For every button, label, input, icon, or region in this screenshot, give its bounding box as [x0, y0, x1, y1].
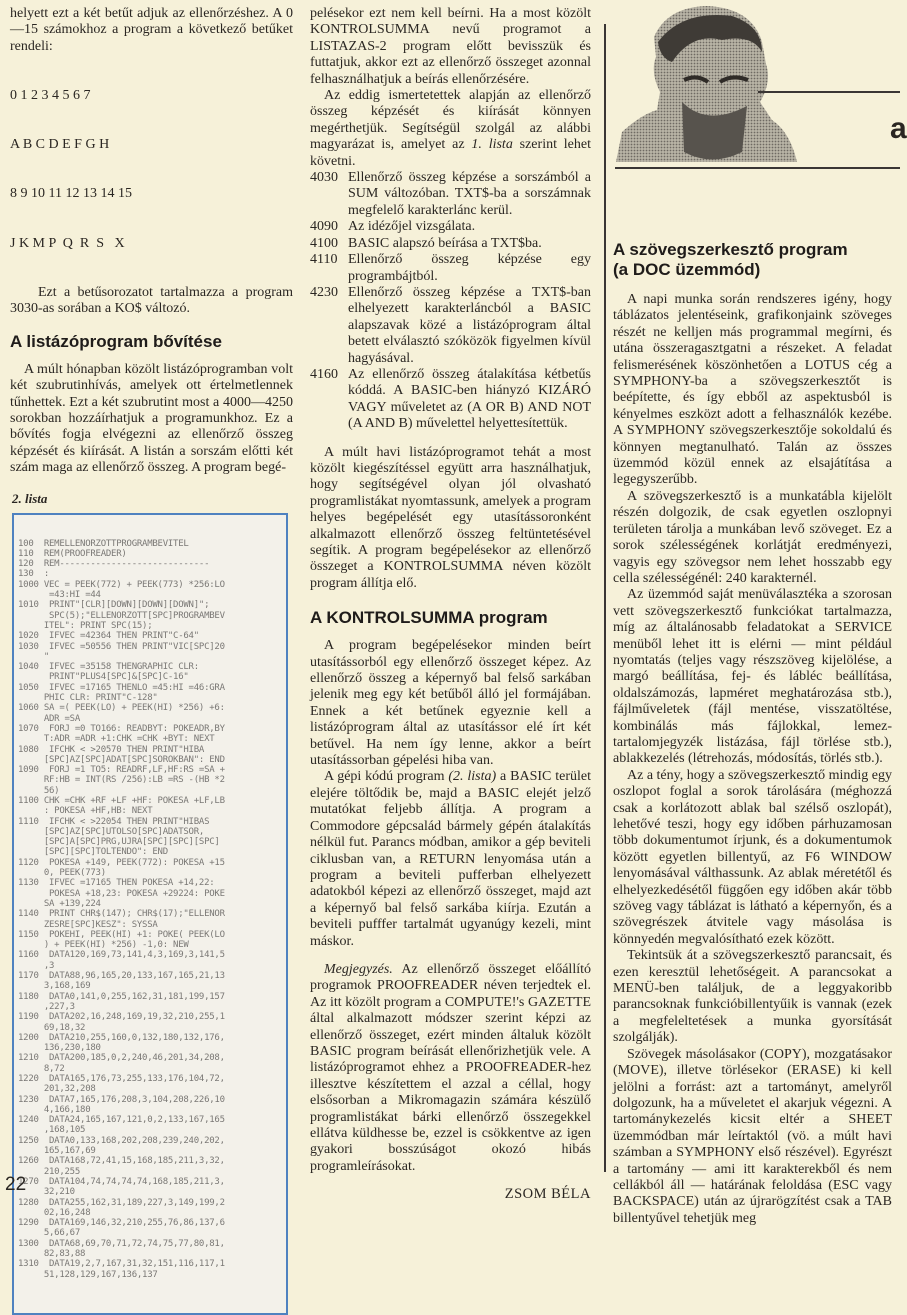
- program-listing: [18, 539, 225, 1280]
- listing-line: ) + PEEK(HI) *256) -1,0: NEW: [18, 940, 189, 951]
- after-codes-paragraph: Ezt a betűsorozatot tartalmazza a program 3030-as sorában a KO$ változó.: [10, 284, 293, 317]
- listing-line: 1210 DATA200,185,0,2,240,46,201,34,208,: [18, 1053, 225, 1064]
- listing-caption: 2. lista: [12, 490, 48, 506]
- listing-line: ZESRE[SPC]KESZ": SYSSA: [18, 919, 158, 930]
- listing-line: 1290 DATA169,146,32,210,255,76,86,137,6: [18, 1218, 225, 1229]
- note-label: Megjegyzés.: [324, 961, 393, 977]
- text: a BASIC terület elejére töltődik be, majd a BASIC elejét jelző mutatókat feljebb állítja. A program a Commodore gépcsalád bármely gépén átalakítás nélkül fut. Parancs módban, amikor a gép beviteli ciklusban van, a RETURN lenyomása után a program a beviteli pufferban elhelyezett adatokból képezi az ellenőrző összeget, majd azt a képernyő bal felső sarkába kiírja. Ezután a beviteli pufffer tartalmát ugyanúgy kezeli, mint máskor.: [310, 769, 591, 949]
- paragraph: Az üzemmód saját menüválasztéka a szorosan vett szövegszerkesztő funkciókat tartalmazza, míg az általánosabb feladatokat a SERVICE menüből lehet itt is elérni — mint például nyomtatás (teljes vagy részszöveg kijelölése, a margó beállítása, fej- és lábléc beállítása, oldalszámozás, lapméret meghatározása stb.), fájlműveletek (fájl mentése, visszatöltése, kombinálás más fájlokkal, lemez-tartalomjegyzék listázása, fájl törlése stb.), ablakkezelés (létrehozás, módosítás, törlés stb.).: [613, 587, 892, 767]
- author-signature: ZSOM BÉLA: [504, 1186, 591, 1203]
- listing-line: 210,255: [18, 1166, 81, 1177]
- listing-line: 1050 IFVEC =17165 THENLO =45:HI =46:GRA: [18, 682, 225, 693]
- next-title-fragment: a: [890, 112, 907, 145]
- listing-line: 1110 IFCHK < >22054 THEN PRINT"HIBAS: [18, 816, 210, 827]
- list-item: [310, 219, 591, 235]
- paragraph: A program begépelésekor minden beírt utasítássorból egy ellenőrző összeget képez. Az ellenőrző összeg a képernyő bal felső sarkában jelenik meg egy két betűből álló jel formájában. Ennek a két betűnek egyeznie kell a listázóprogram által az utasítássor elé írt két betűvel. Ha nem így lenne, akkor a beírt utasítássorban gépelési hiba van.: [310, 638, 591, 769]
- listing-line: T:ADR =ADR +1:CHK =CHK +BYT: NEXT: [18, 734, 215, 745]
- listing-line: 4,166,180: [18, 1104, 91, 1115]
- listing-line: [SPC]AZ[SPC]ADAT[SPC]SOROKBAN": END: [18, 754, 225, 765]
- page-number: 22: [5, 1174, 27, 1195]
- intro-paragraph: helyett ezt a két betűt adjuk az ellenőrzéshez. A 0—15 számokhoz a program a következő betűket rendeli:: [10, 6, 293, 54]
- listing-line: =43:HI =44: [18, 590, 101, 601]
- listing-line: 110 REM(PROOFREADER): [18, 548, 127, 559]
- line-description: Ellenőrző összeg képzése a sorszámból a SUM változóban. TXT$-ba a sorszámnak megfelelő karakterlánc kerül.: [348, 170, 591, 218]
- line-description: BASIC alapszó beírása a TXT$ba.: [348, 235, 542, 251]
- listing-line: PHIC CLR: PRINT"C-128": [18, 693, 158, 704]
- code-row: 8 9 10 11 12 13 14 15: [10, 186, 132, 202]
- listing-line: 1310 DATA19,2,7,167,31,32,151,116,117,1: [18, 1259, 225, 1270]
- emphasis: 1. lista: [471, 137, 513, 153]
- paragraph: [310, 769, 591, 949]
- text: A gépi kódú program: [324, 769, 449, 785]
- text: Az ellenőrző összeget előállító programok PROOFREADER néven terjedtek el. Az itt közölt program a COMPUTE!'s GAZETTE által alkalmazott módszer szerint képzi az ellenőrző összeget, ezért minden általuk közölt BASIC program beírását ellenőrizhetjük vele. A listázóprogramot ehhez a PROOFREADER-hez illesztve készítettem el azzal a céllal, hogy elsősorban a Mikromagazin számára készülő programlistákat bárki ellenőrző összegekkel ellátva küldhesse be, ezzel is csökkentve az igen gyakori bosszúságot okozó hibás programleírásokat.: [310, 961, 591, 1174]
- list-item: [310, 367, 591, 433]
- line-description: Ellenőrző összeg képzése egy programbájtból.: [348, 252, 591, 284]
- listing-line: 1140 PRINT CHR$(147); CHR$(17);"ELLENOR: [18, 909, 225, 920]
- listing-line: 136,230,180: [18, 1043, 101, 1054]
- listing-line: ,168,105: [18, 1125, 86, 1136]
- code-row: A B C D E F G H: [10, 137, 110, 153]
- author-photo: [612, 2, 802, 168]
- listing-line: 8,72: [18, 1063, 65, 1074]
- listing-line: [SPC]AZ[SPC]UTOLSO[SPC]ADATSOR,: [18, 826, 205, 837]
- listing-line: ITEL": PRINT SPC(15);: [18, 620, 153, 631]
- listing-line: 1170 DATA88,96,165,20,133,167,165,21,13: [18, 971, 225, 982]
- column-divider: [604, 24, 606, 1172]
- line-description: Az idézőjel vizsgálata.: [348, 219, 476, 235]
- listing-line: 165,167,69: [18, 1146, 96, 1157]
- listing-line: 1020 IFVEC =42364 THEN PRINT"C-64": [18, 631, 199, 642]
- section-heading-kontrolsumma: A KONTROLSUMMA program: [310, 608, 548, 628]
- listing-line: SA +139,224: [18, 898, 101, 909]
- left-column: [10, 6, 293, 1315]
- heading-line: A szövegszerkesztő program: [613, 240, 848, 259]
- listing-line: 1200 DATA210,255,160,0,132,180,132,176,: [18, 1032, 225, 1043]
- listing-line: 1230 DATA7,165,176,208,3,104,208,226,10: [18, 1094, 225, 1105]
- listing-line: 1080 IFCHK < >20570 THEN PRINT"HIBA: [18, 744, 205, 755]
- listing-line: 1270 DATA104,74,74,74,74,168,185,211,3,: [18, 1176, 225, 1187]
- listing-line: 130 :: [18, 569, 50, 580]
- paragraph: pelésekor ezt nem kell beírni. Ha a most közölt KONTROLSUMMA nevű programot a LISTAZAS-2 program előtt bevisszük és futtatjuk, akkor ezt az ellenőrző összeget azonnal felhasználhatjuk a beírás ellenőrzésére.: [310, 6, 591, 87]
- listing-line: 1280 DATA255,162,31,189,227,3,149,199,2: [18, 1197, 225, 1208]
- line-number: 4160: [310, 366, 338, 382]
- listing-line: 1300 DATA68,69,70,71,72,74,75,77,80,81,: [18, 1238, 225, 1249]
- line-number: 4090: [310, 219, 338, 235]
- listing-line: 1010 PRINT"[CLR][DOWN][DOWN][DOWN]";: [18, 600, 210, 611]
- right-column: [613, 240, 892, 1227]
- listing-line: 56): [18, 785, 60, 796]
- listing-line: 1190 DATA202,16,248,169,19,32,210,255,1: [18, 1012, 225, 1023]
- listing-line: 1040 IFVEC =35158 THENGRAPHIC CLR:: [18, 662, 199, 673]
- middle-column: [310, 6, 591, 1203]
- listing-line: [SPC]A[SPC]PRG,UJRA[SPC][SPC][SPC]: [18, 837, 220, 848]
- title-rule: [615, 167, 900, 169]
- line-number: 4230: [310, 284, 338, 300]
- listing-line: 1150 POKEHI, PEEK(HI) +1: POKE( PEEK(LO: [18, 929, 225, 940]
- list-item: [310, 236, 591, 252]
- listing-line: 1070 FORJ =0 TO166: READBYT: POKEADR,BY: [18, 723, 225, 734]
- listing-line: ,3: [18, 960, 55, 971]
- listing-line: 201,32,208: [18, 1084, 96, 1095]
- listing-line: ,227,3: [18, 1001, 75, 1012]
- listing-line: 1260 DATA168,72,41,15,168,185,211,3,32,: [18, 1156, 225, 1167]
- title-rule: [758, 91, 900, 93]
- line-number: 4110: [310, 252, 338, 268]
- listing-line: 02,16,248: [18, 1207, 91, 1218]
- code-row: J K M P Q R S X: [10, 235, 125, 251]
- listing-line: 1000 VEC = PEEK(772) + PEEK(773) *256:LO: [18, 579, 225, 590]
- listing-line: 120 REM-----------------------------: [18, 559, 210, 570]
- listing-line: 1240 DATA24,165,167,121,0,2,133,167,165: [18, 1115, 225, 1126]
- listing-line: 1030 IFVEC =50556 THEN PRINT"VIC[SPC]20: [18, 641, 225, 652]
- listing-line: 1060 SA =( PEEK(LO) + PEEK(HI) *256) +6:: [18, 703, 225, 714]
- listing-line: 100 REMELLENORZOTTPROGRAMBEVITEL: [18, 538, 189, 549]
- line-number: 4030: [310, 170, 338, 186]
- listing-line: ADR =SA: [18, 713, 81, 724]
- program-listing-box: [12, 513, 288, 1315]
- text: szerint lehet követni.: [310, 137, 591, 169]
- line-description: Az ellenőrző összeg átalakítása kétbetűs kóddá. A BASIC-ben hiányzó KIZÁRÓ VAGY műveletet az (A OR B) AND NOT (A AND B) művelettel helyettesítettük.: [348, 366, 591, 432]
- listing-line: 3,168,169: [18, 981, 91, 992]
- listing-line: 1160 DATA120,169,73,141,4,3,169,3,141,5: [18, 950, 225, 961]
- listing-line: 82,83,88: [18, 1249, 86, 1260]
- listing-line: 1250 DATA0,133,168,202,208,239,240,202,: [18, 1135, 225, 1146]
- listing-line: 51,128,129,167,136,137: [18, 1269, 158, 1280]
- listing-line: 1220 DATA165,176,73,255,133,176,104,72,: [18, 1074, 225, 1084]
- emphasis: (2. lista): [448, 769, 497, 785]
- paragraph: [310, 88, 591, 170]
- paragraph: Tekintsük át a szövegszerkesztő parancsait, és ezen keresztül lehetőségeit. A parancsokat a MENÜ-ben találjuk, de a leggyakoribb parancsoknak funkcióbillentyűik is vannak (ezek a megfeleltetések a munka gyorsítását szolgálják).: [613, 948, 892, 1046]
- note-paragraph: [310, 962, 591, 1175]
- listing-line: 1180 DATA0,141,0,255,162,31,181,199,157: [18, 991, 225, 1002]
- listing-line: 32,210: [18, 1187, 75, 1198]
- listing-line: RF:HB = INT(RS /256):LB =RS -(HB *2: [18, 775, 225, 786]
- paragraph: A napi munka során rendszeres igény, hogy táblázatos jelentéseink, grafikonjaink szöveges részét ne kelljen más programmal megírni, és utána összeragasztgatni a részeket. A feladat felismerésének köszönhetően a LOTUS cég a SYMPHONY-ba a szövegszerkesztőt is beépítette, és így ebből az aspektusból is kényelmes eszközt adott a felhasználók kezébe. A SYMPHONY szövegszerkesztője sokoldalú és könnyen megtanulható. Talán az összes üzemmód közül ennek az elsajátítása a legegyszerűbb.: [613, 292, 892, 488]
- code-table: [10, 55, 293, 285]
- heading-line: (a DOC üzemmód): [613, 260, 761, 279]
- section-heading-doc: [613, 240, 892, 280]
- listing-line: SPC(5);"ELLENORZOTT[SPC]PROGRAMBEV: [18, 610, 225, 621]
- list-item: [310, 285, 591, 367]
- listing-line: 5,66,67: [18, 1228, 81, 1239]
- section-heading-listing-extension: A listázóprogram bővítése: [10, 331, 222, 351]
- listing-line: 69,18,32: [18, 1022, 86, 1033]
- line-explanation-list: [310, 170, 591, 433]
- listing-line: 0, PEEK(773): [18, 868, 106, 879]
- text: Az eddig ismertetettek alapján az ellenőrző összeg képzését és kiírását könnyen megérthetjük. Segítségül szolgál az alábbi magyarázat is, amelyet az: [310, 88, 591, 153]
- listing-line: 1100 CHK =CHK +RF +LF +HF: POKESA +LF,LB: [18, 795, 225, 806]
- list-item: [310, 170, 591, 219]
- list-item: [310, 252, 591, 285]
- listing-line: 1090 FORJ =1 TO5: READRF,LF,HF:RS =SA +: [18, 765, 225, 776]
- code-row: 0 1 2 3 4 5 6 7: [10, 88, 91, 104]
- paragraph: A múlt havi listázóprogramot tehát a most közölt kiegészítéssel együtt arra használhatjuk, hogy segítségével olyan jól olvasható programlistákat nyomtassunk, amelyek a program helyes begépelését egy utasítássoronként alkalmazott ellenőrző összeg feltüntetésével segítik. A program begépelésekor az ellenőrző összeget a KONTROLSUMMA néven közölt program állítja elő.: [310, 444, 591, 591]
- line-description: Ellenőrző összeg képzése a TXT$-ban elhelyezett karakterláncból a BASIC alapszavak közé a listázóprogram által betett elválasztó szóközök figyelmen kívül hagyásával.: [348, 284, 591, 366]
- listing-line: : POKESA +HF,HB: NEXT: [18, 806, 153, 817]
- paragraph: A szövegszerkesztő is a munkatábla kijelölt részén dolgozik, de csak egyetlen oszlopnyi területen tárolja a munkában levő szöveget. Ez a sorok szélességének korlátját eredményezi, vagyis egy szövegsor nem lehet hosszabb egy cella szélességénél: 240 karakternél.: [613, 488, 892, 586]
- listing-line: [SPC][SPC]TOLTENDO": END: [18, 847, 168, 858]
- listing-extension-paragraph: A múlt hónapban közölt listázóprogramban volt két szubrutinhívás, amelyek ott értelmetlennek tűnhettek. Ezt a két szubrutint most a 4000—4250 sorokban hozzáírhatjuk a programunkhoz. Ez a bővítés fogja elvégezni az ellenőrző összeg képzését és kiírását. A listán a sorszám előtti két szám maga az ellenőrző összeg. A program begé-: [10, 361, 293, 476]
- listing-line: PRINT"PLUS4[SPC]&[SPC]C-16": [18, 672, 189, 683]
- listing-line: 1120 POKESA +149, PEEK(772): POKESA +15: [18, 857, 225, 868]
- listing-line: 1130 IFVEC =17165 THEN POKESA +14,22:: [18, 878, 215, 889]
- paragraph: Az a tény, hogy a szövegszerkesztő mindig egy oszlopot foglal a sorok tárolására (méghozzá csak a korlátozott ablak bal szélső oszlopát), lehetővé teszi, hogy egy időben párhuzamosan több dokumentumot írjunk, és a dokumentumok között egyetlen billentyű, az F6 WINDOW lenyomásával válthassunk. Az ablak méretétől és elhelyezkedésétől függően egy időben akár több szöveg vagy táblázat is látható a képernyőn, és a szövegrészek átvitele vagy másolása is könnyedén megvalósítható ezek között.: [613, 767, 893, 947]
- line-number: 4100: [310, 235, 338, 251]
- listing-line: ": [18, 651, 50, 662]
- listing-line: POKESA +18,23: POKESA +29224: POKE: [18, 888, 225, 899]
- paragraph: Szövegek másolásakor (COPY), mozgatásakor (MOVE), illetve törlésekor (ERASE) ki kell jelölni a forrást: azt a tartományt, amelyről dolgozunk, ha a műveletet el akarjuk végezni. A tartománykezelés kicsit eltér a SHEET üzemmódban már leírtaktól (vö. a múlt havi számban a SYMPHONY első részével). Egyrészt a tartomány — ami itt karakterekből és nem cellákból áll — határának feloldása (ESC vagy BACKSPACE) után az újrarögzítést csak a TAB billentyűvel tehetjük meg: [613, 1046, 892, 1226]
